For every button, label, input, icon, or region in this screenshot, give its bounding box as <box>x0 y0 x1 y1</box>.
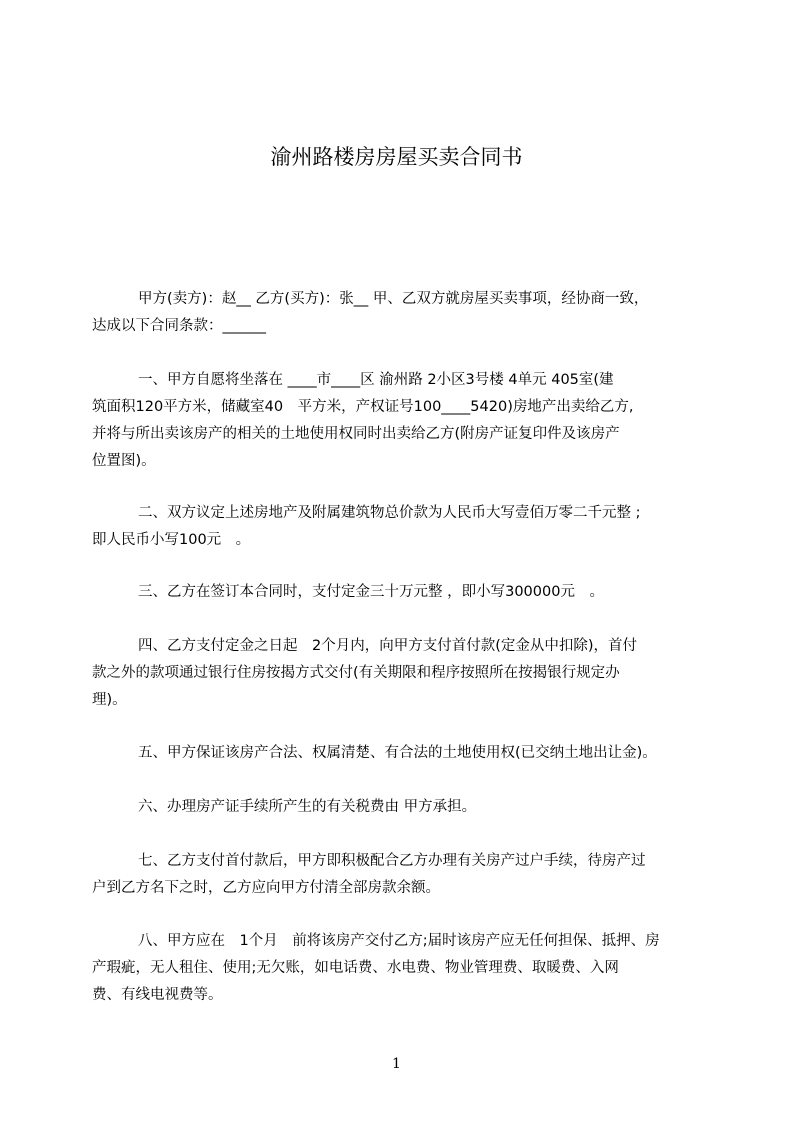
paragraph-line: 户到乙方名下之时，乙方应向甲方付清全部房款余额。 <box>92 880 440 896</box>
paragraph-line: 位置图)。 <box>92 453 156 469</box>
paragraph-line: 理)。 <box>92 692 127 708</box>
document-title: 渝州路楼房房屋买卖合同书 <box>270 145 523 169</box>
paragraph-line: 四、乙方支付定金之日起 2个月内，向甲方支付首付款(定金从中扣除)，首付 <box>138 638 638 654</box>
page-number: 1 <box>392 1056 401 1072</box>
paragraph-line: 并将与所出卖该房产的相关的土地使用权同时出卖给乙方(附房产证复印件及该房产 <box>92 426 620 442</box>
paragraph-parties <box>92 286 710 340</box>
paragraph-clause-8 <box>92 928 710 1009</box>
paragraph-line: 八、甲方应在 1个月 前将该房产交付乙方;届时该房产应无任何担保、抵押、房 <box>138 933 660 949</box>
paragraph-line: 甲方(卖方)：赵__ 乙方(买方)：张__ 甲、乙双方就房屋买卖事项，经协商一致， <box>138 291 649 307</box>
paragraph-line: 二、双方议定上述房地产及附属建筑物总价款为人民币大写壹佰万零二千元整 ; <box>138 505 641 521</box>
paragraph-line: 达成以下合同条款：______ <box>92 318 266 334</box>
paragraph-clause-5 <box>92 740 710 767</box>
paragraph-line: 三、乙方在签订本合同时，支付定金三十万元整 ，即小写300000元 。 <box>138 584 604 600</box>
paragraph-clause-3 <box>92 579 710 606</box>
paragraph-line: 六、办理房产证手续所产生的有关税费由 甲方承担。 <box>138 799 477 815</box>
paragraph-line: 五、甲方保证该房产合法、权属清楚、有合法的土地使用权(已交纳土地出让金)。 <box>138 745 657 761</box>
paragraph-clause-1 <box>92 367 710 475</box>
paragraph-line: 费、有线电视费等。 <box>92 987 223 1003</box>
paragraph-clause-6 <box>92 794 710 821</box>
paragraph-clause-7 <box>92 848 710 902</box>
paragraph-line: 七、乙方支付首付款后，甲方即积极配合乙方办理有关房产过户手续，待房产过 <box>138 853 646 869</box>
paragraph-line: 即人民币小写100元 。 <box>92 532 251 548</box>
paragraph-line: 产瑕疵，无人租住、使用;无欠账，如电话费、水电费、物业管理费、取暖费、入网 <box>92 960 619 976</box>
paragraph-clause-2 <box>92 500 710 554</box>
paragraph-clause-4 <box>92 633 710 714</box>
paragraph-line: 款之外的款项通过银行住房按揭方式交付(有关期限和程序按照所在按揭银行规定办 <box>92 665 620 681</box>
paragraph-line: 筑面积120平方米，储藏室40 平方米，产权证号100____5420)房地产出卖给乙方, <box>92 399 634 415</box>
paragraph-line: 一、甲方自愿将坐落在 ____市____区 渝州路 2小区3号楼 4单元 405室(建 <box>138 372 614 388</box>
